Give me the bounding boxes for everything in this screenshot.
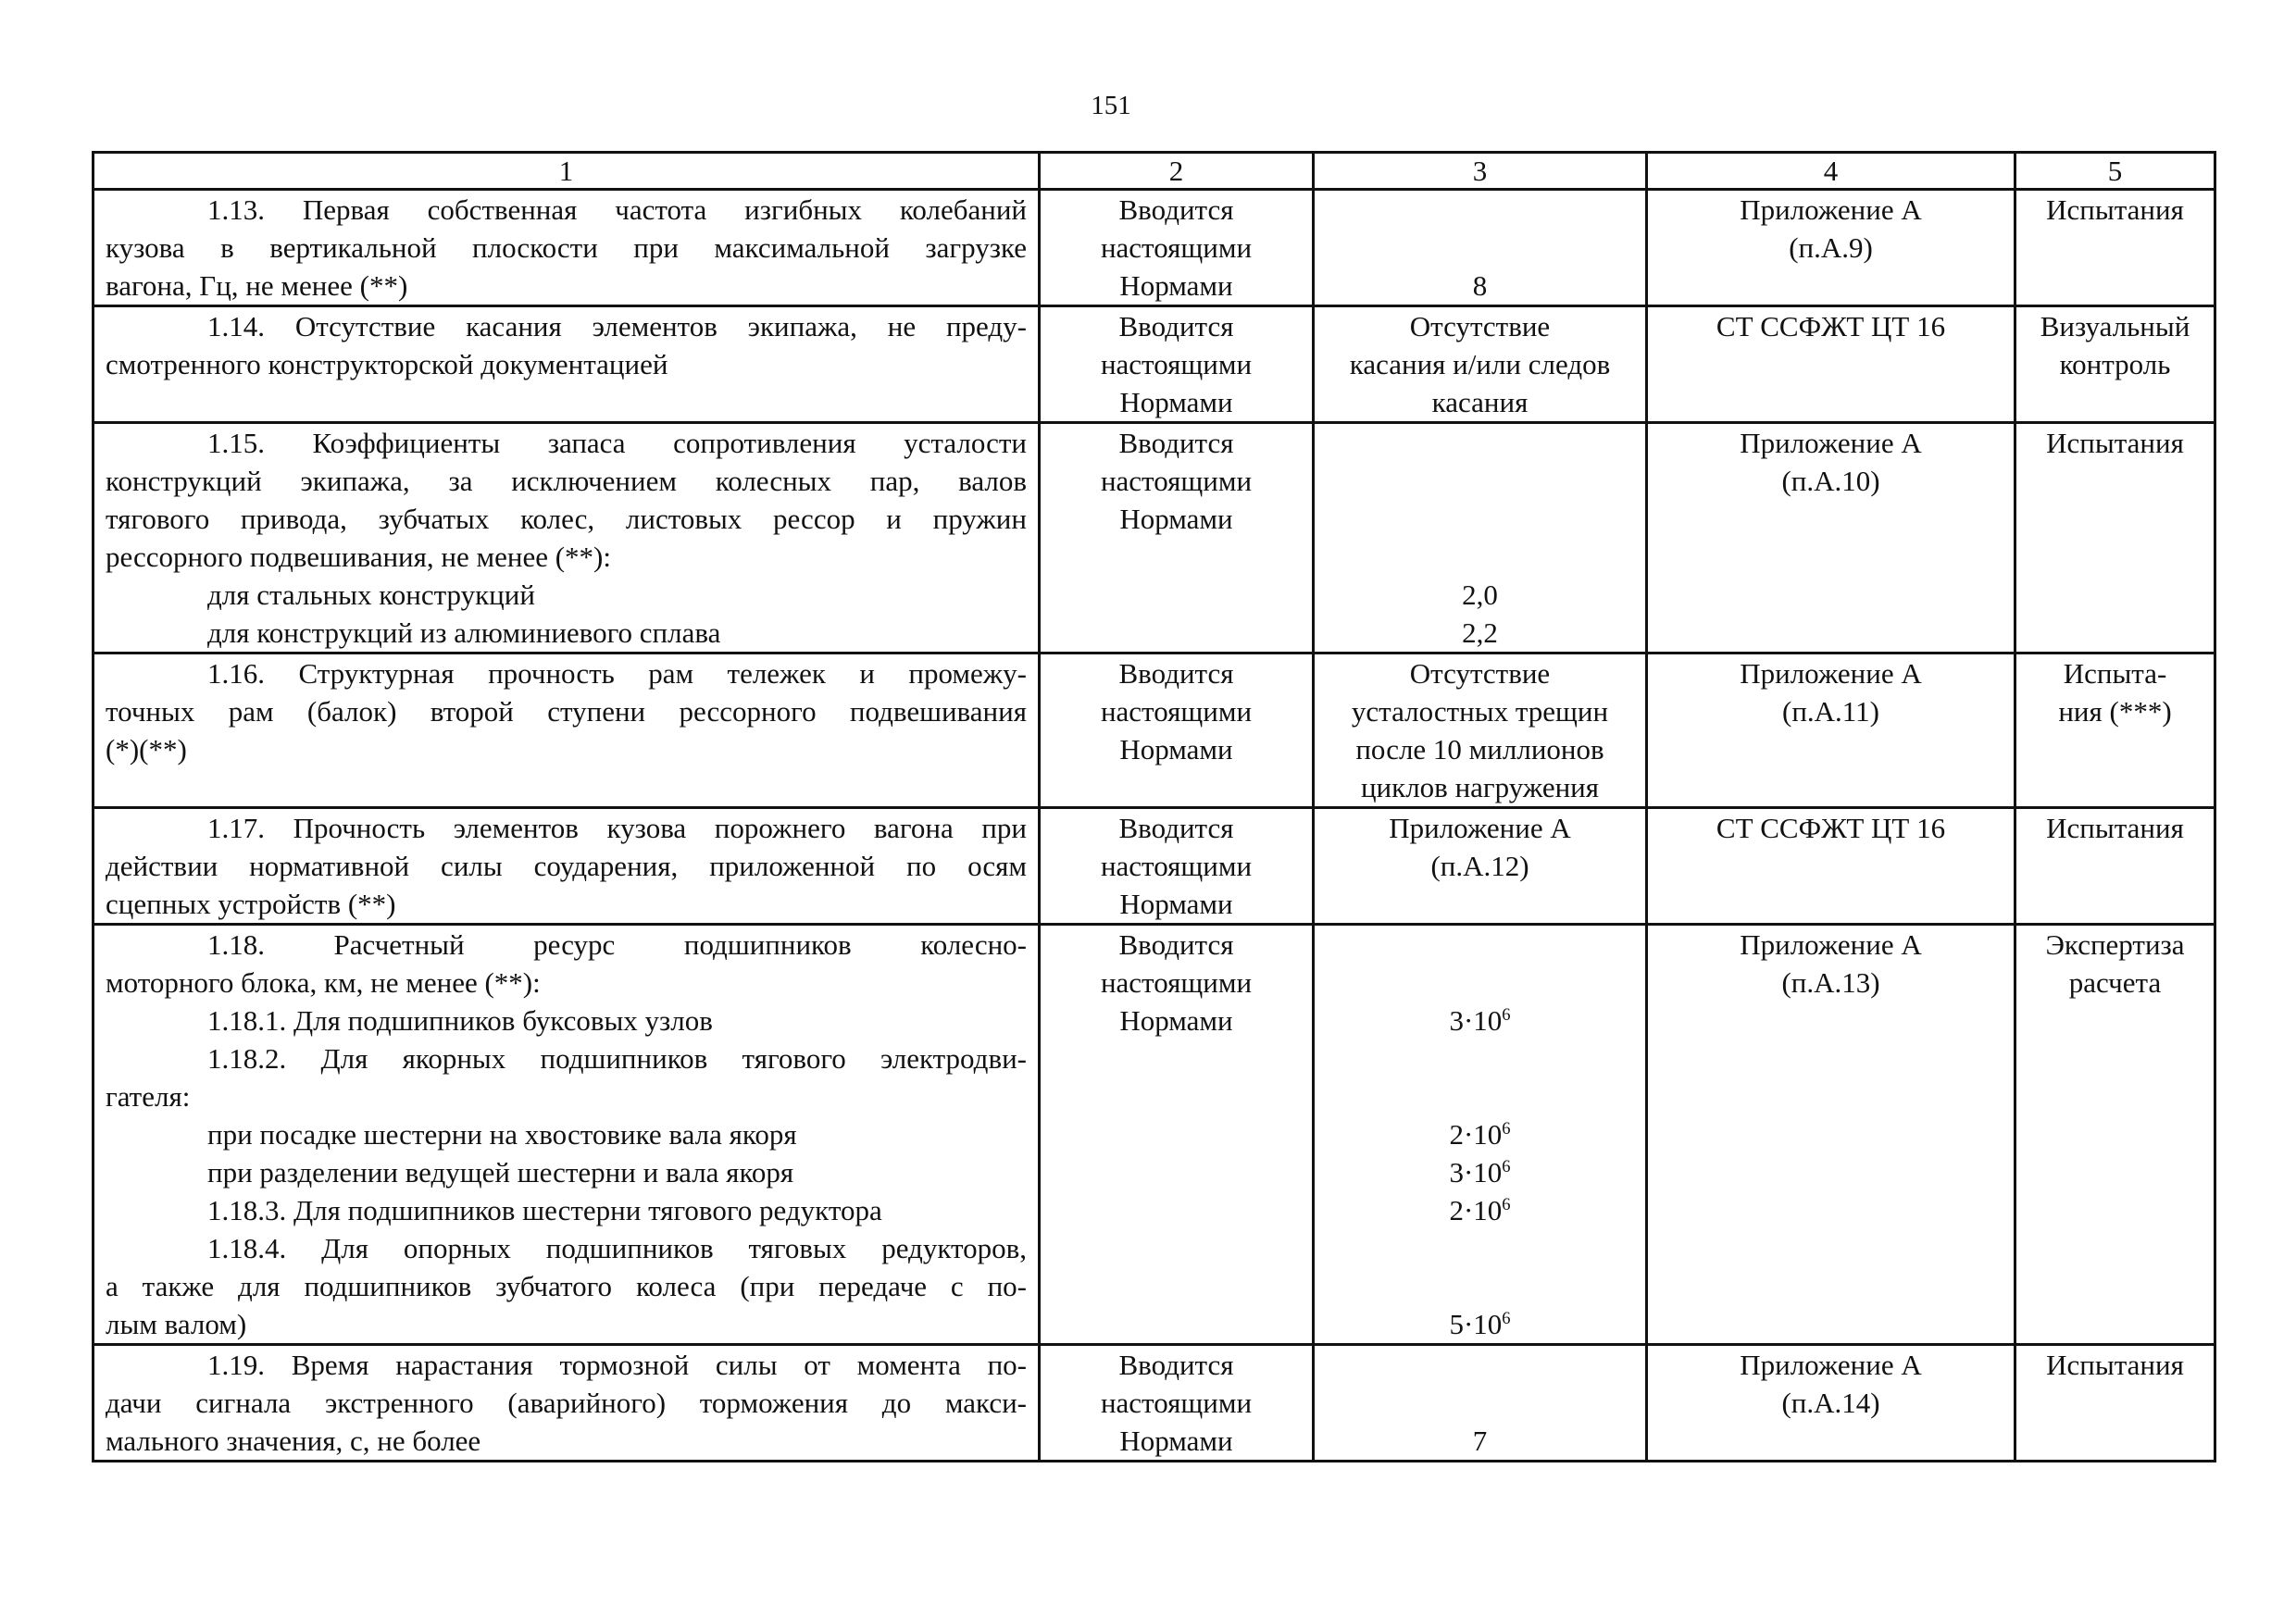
requirement-line: для стальных конструкций bbox=[207, 579, 535, 611]
requirement-line: кузова в вертикальной плоскости при максимальной загрузке bbox=[106, 231, 1027, 264]
requirement-line: 1.18.3. Для подшипников шестерни тягового редуктора bbox=[207, 1194, 882, 1226]
exponent: 6 bbox=[1502, 1157, 1511, 1176]
exponent: 6 bbox=[1502, 1119, 1511, 1139]
basis-line: Вводится bbox=[1118, 310, 1234, 342]
verification-line: Визуальный bbox=[2040, 310, 2190, 342]
requirement-line: 1.18.1. Для подшипников буксовых узлов bbox=[207, 1004, 713, 1037]
verification-cell bbox=[2015, 423, 2215, 653]
method-line: СТ ССФЖТ ЦТ 16 bbox=[1716, 812, 1946, 844]
requirement-line: для конструкций из алюминиевого сплава bbox=[207, 616, 721, 649]
requirement-line: вагона, Гц, не менее (**) bbox=[106, 269, 408, 302]
basis-line: настоящими bbox=[1100, 695, 1253, 728]
norm-value: 8 bbox=[1472, 269, 1488, 302]
verification-cell bbox=[2015, 306, 2215, 423]
norm-value-cell bbox=[1314, 190, 1647, 306]
basis-line: настоящими bbox=[1100, 966, 1253, 999]
method-line: (п.А.14) bbox=[1781, 1387, 1880, 1419]
table-row-1-18 bbox=[94, 925, 2215, 1345]
verification-line: Экспертиза bbox=[2045, 928, 2185, 961]
method-cell bbox=[1647, 306, 2015, 423]
norm-value: 2,2 bbox=[1462, 616, 1498, 649]
requirement-line: точных рам (балок) второй ступени рессорного подвешивания bbox=[106, 695, 1027, 728]
method-line: Приложение А bbox=[1740, 928, 1922, 961]
basis-line: Нормами bbox=[1119, 733, 1233, 765]
requirement-line: сцепных устройств (**) bbox=[106, 888, 396, 920]
requirement-line: 1.18.4. Для опорных подшипников тяговых редукторов, bbox=[207, 1232, 1027, 1264]
basis-cell bbox=[1040, 1345, 1314, 1462]
column-header-5: 5 bbox=[2015, 153, 2215, 190]
basis-line: Вводится bbox=[1118, 1349, 1234, 1381]
norm-value-line: касания и/или следов bbox=[1349, 348, 1611, 380]
method-line: СТ ССФЖТ ЦТ 16 bbox=[1716, 310, 1946, 342]
norm-value-line: после 10 миллионов bbox=[1355, 733, 1604, 765]
norm-value-line: циклов нагружения bbox=[1360, 771, 1600, 803]
requirement-line: 1.15. Коэффициенты запаса сопротивления усталости bbox=[207, 427, 1027, 459]
requirement-line: действии нормативной силы соударения, приложенной по осям bbox=[106, 850, 1027, 882]
exponent: 6 bbox=[1502, 1005, 1511, 1025]
norm-value-line: усталостных трещин bbox=[1351, 695, 1609, 728]
requirement-line: 1.18. Расчетный ресурс подшипников колесно- bbox=[207, 928, 1027, 961]
table-row-1-15 bbox=[94, 423, 2215, 653]
requirement-line: мального значения, с, не более bbox=[106, 1425, 481, 1457]
requirement-line: 1.13. Первая собственная частота изгибных колебаний bbox=[207, 193, 1027, 226]
verification-cell bbox=[2015, 808, 2215, 925]
requirement-line: 1.19. Время нарастания тормозной силы от момента по- bbox=[207, 1349, 1027, 1381]
requirement-line: 1.17. Прочность элементов кузова порожнего вагона при bbox=[207, 812, 1027, 844]
requirement-line: 1.16. Структурная прочность рам тележек и промежу- bbox=[207, 657, 1027, 690]
method-line: Приложение А bbox=[1740, 193, 1922, 226]
norm-value: 7 bbox=[1472, 1425, 1488, 1457]
requirement-line: лым валом) bbox=[106, 1308, 247, 1340]
method-cell bbox=[1647, 423, 2015, 653]
method-line: Приложение А bbox=[1740, 427, 1922, 459]
method-line: Приложение А bbox=[1740, 657, 1922, 690]
requirement-line: моторного блока, км, не менее (**): bbox=[106, 966, 541, 999]
basis-line: настоящими bbox=[1100, 850, 1253, 882]
basis-cell bbox=[1040, 925, 1314, 1345]
basis-line: Вводится bbox=[1118, 812, 1234, 844]
norm-value-cell bbox=[1314, 808, 1647, 925]
method-line: (п.А.13) bbox=[1781, 966, 1880, 999]
requirement-line: 1.18.2. Для якорных подшипников тягового электродви- bbox=[207, 1042, 1027, 1075]
basis-line: Вводится bbox=[1118, 427, 1234, 459]
basis-line: Нормами bbox=[1119, 269, 1233, 302]
page-number: 151 bbox=[1091, 91, 1131, 120]
column-header-1: 1 bbox=[94, 153, 1040, 190]
column-header-4: 4 bbox=[1647, 153, 2015, 190]
verification-line: Испытания bbox=[2046, 812, 2184, 844]
verification-line: контроль bbox=[2059, 348, 2171, 380]
requirement-cell bbox=[94, 190, 1040, 306]
norm-value-cell bbox=[1314, 1345, 1647, 1462]
basis-cell bbox=[1040, 808, 1314, 925]
norm-value: $2\cdot 10^6$ bbox=[1449, 1118, 1511, 1151]
verification-line: расчета bbox=[2068, 966, 2162, 999]
basis-line: настоящими bbox=[1100, 231, 1253, 264]
norm-value-cell bbox=[1314, 306, 1647, 423]
norm-value-line: Приложение А bbox=[1389, 812, 1571, 844]
norm-value: $5\cdot 10^6$ bbox=[1449, 1308, 1511, 1340]
method-cell bbox=[1647, 925, 2015, 1345]
requirement-line: 1.14. Отсутствие касания элементов экипажа, не преду- bbox=[207, 310, 1027, 342]
verification-cell bbox=[2015, 653, 2215, 808]
requirement-cell bbox=[94, 1345, 1040, 1462]
requirement-line: дачи сигнала экстренного (аварийного) торможения до макси- bbox=[106, 1387, 1027, 1419]
exponent: 6 bbox=[1502, 1195, 1511, 1214]
requirement-line: смотренного конструкторской документацией bbox=[106, 348, 668, 380]
verification-line: Испытания bbox=[2046, 1349, 2184, 1381]
basis-line: настоящими bbox=[1100, 465, 1253, 497]
basis-cell bbox=[1040, 190, 1314, 306]
basis-line: Нормами bbox=[1119, 503, 1233, 535]
method-cell bbox=[1647, 1345, 2015, 1462]
method-cell bbox=[1647, 653, 2015, 808]
method-line: (п.А.9) bbox=[1789, 231, 1873, 264]
basis-cell bbox=[1040, 653, 1314, 808]
basis-line: настоящими bbox=[1100, 1387, 1253, 1419]
method-cell bbox=[1647, 190, 2015, 306]
requirement-line: конструкций экипажа, за исключением колесных пар, валов bbox=[106, 465, 1027, 497]
requirement-cell bbox=[94, 423, 1040, 653]
verification-cell bbox=[2015, 925, 2215, 1345]
requirement-cell bbox=[94, 306, 1040, 423]
basis-cell bbox=[1040, 306, 1314, 423]
norm-value: $2\cdot 10^6$ bbox=[1449, 1194, 1511, 1226]
norm-value: $3\cdot 10^6$ bbox=[1449, 1156, 1511, 1189]
norm-value-line: касания bbox=[1431, 386, 1529, 418]
verification-line: Испыта- bbox=[2063, 657, 2167, 690]
table-row-1-17 bbox=[94, 808, 2215, 925]
basis-line: Нормами bbox=[1119, 386, 1233, 418]
requirement-line: а также для подшипников зубчатого колеса (при передаче с по- bbox=[106, 1270, 1027, 1302]
verification-line: ния (***) bbox=[2058, 695, 2172, 728]
column-header-3: 3 bbox=[1314, 153, 1647, 190]
requirement-cell bbox=[94, 653, 1040, 808]
basis-line: Нормами bbox=[1119, 1425, 1233, 1457]
requirement-line: при посадке шестерни на хвостовике вала якоря bbox=[207, 1118, 797, 1151]
requirement-line: тягового привода, зубчатых колес, листовых рессор и пружин bbox=[106, 503, 1027, 535]
norm-value-line: Отсутствие bbox=[1409, 657, 1551, 690]
norm-value: $3\cdot 10^6$ bbox=[1449, 1004, 1511, 1037]
column-header-2: 2 bbox=[1040, 153, 1314, 190]
method-cell bbox=[1647, 808, 2015, 925]
requirement-line: рессорного подвешивания, не менее (**): bbox=[106, 541, 611, 573]
method-line: Приложение А bbox=[1740, 1349, 1922, 1381]
verification-cell bbox=[2015, 1345, 2215, 1462]
norm-value-cell bbox=[1314, 925, 1647, 1345]
basis-line: Вводится bbox=[1118, 193, 1234, 226]
method-line: (п.А.11) bbox=[1782, 695, 1879, 728]
basis-line: Нормами bbox=[1119, 1004, 1233, 1037]
basis-line: Нормами bbox=[1119, 888, 1233, 920]
table-header-row bbox=[94, 153, 2215, 190]
table-row-1-16 bbox=[94, 653, 2215, 808]
norm-value-line: Отсутствие bbox=[1409, 310, 1551, 342]
requirement-line: при разделении ведущей шестерни и вала якоря bbox=[207, 1156, 794, 1189]
requirement-line: гателя: bbox=[106, 1080, 191, 1113]
norm-value-cell bbox=[1314, 653, 1647, 808]
table-row-1-19 bbox=[94, 1345, 2215, 1462]
table-row-1-14 bbox=[94, 306, 2215, 423]
verification-line: Испытания bbox=[2046, 427, 2184, 459]
verification-line: Испытания bbox=[2046, 193, 2184, 226]
basis-line: настоящими bbox=[1100, 348, 1253, 380]
basis-line: Вводится bbox=[1118, 657, 1234, 690]
exponent: 6 bbox=[1502, 1309, 1511, 1328]
norms-table bbox=[92, 151, 2216, 1462]
requirement-cell bbox=[94, 925, 1040, 1345]
method-line: (п.А.10) bbox=[1781, 465, 1880, 497]
verification-cell bbox=[2015, 190, 2215, 306]
requirement-cell bbox=[94, 808, 1040, 925]
basis-line: Вводится bbox=[1118, 928, 1234, 961]
basis-cell bbox=[1040, 423, 1314, 653]
norm-value-line: (п.А.12) bbox=[1430, 850, 1529, 882]
table-row-1-13 bbox=[94, 190, 2215, 306]
requirement-line: (*)(**) bbox=[106, 733, 187, 765]
norm-value: 2,0 bbox=[1462, 579, 1498, 611]
norm-value-cell bbox=[1314, 423, 1647, 653]
